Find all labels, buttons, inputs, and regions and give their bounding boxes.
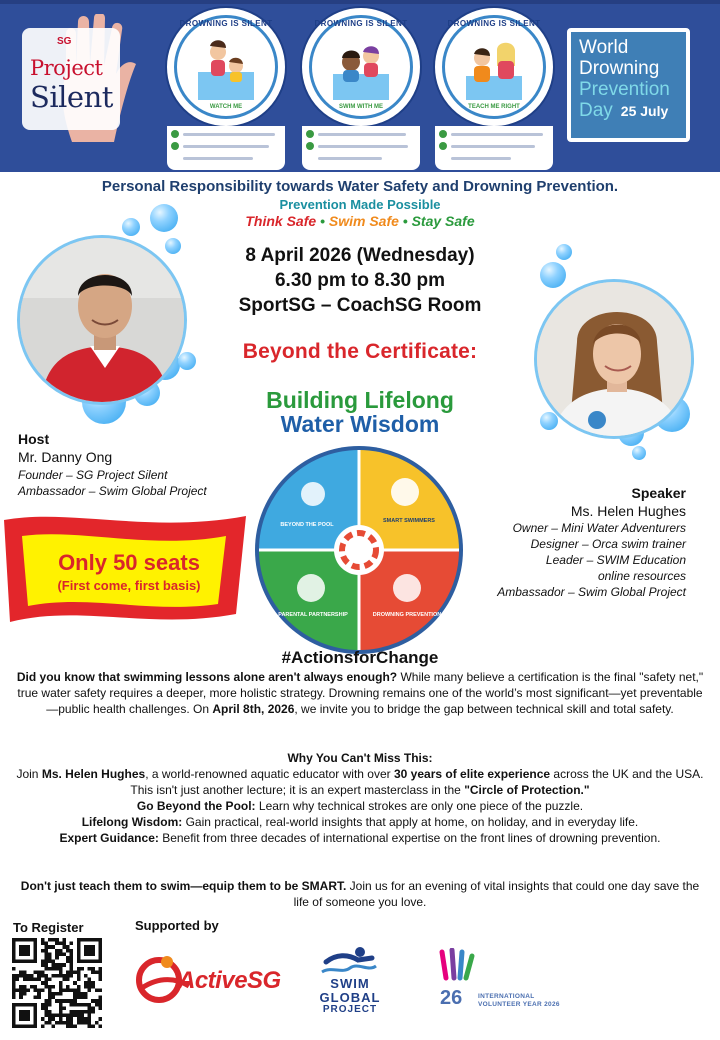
badge-watch-me (165, 6, 287, 170)
details-text: across the UK and the USA. This isn't just another lecture; it is an expert masterclass in the (130, 767, 704, 797)
tagline (0, 213, 720, 229)
swimmer-kid-icon (391, 478, 419, 506)
tagline-separator: • (398, 213, 412, 229)
badge-title: DROWNING IS SILENT (314, 19, 408, 28)
point-text: Learn why technical strokes are only one piece of the puzzle. (255, 799, 584, 813)
event-venue: SportSG – CoachSG Room (238, 295, 482, 316)
intro-paragraph (14, 669, 706, 717)
bubble-decoration (178, 352, 196, 370)
point-text: Gain practical, real-world insights that apply at home, on holiday, and in everyday life. (182, 815, 639, 829)
tagline-swim-safe: Swim Safe (328, 213, 399, 229)
activesg-logo-text: ActiveSG (178, 967, 281, 994)
host-label: Host (18, 431, 50, 447)
host-role: Ambassador – Swim Global Project (18, 484, 207, 498)
check-icon (439, 142, 447, 150)
host-photo (17, 235, 187, 405)
swim-global-project-logo-icon (318, 944, 380, 976)
speaker-photo (534, 279, 694, 439)
details-paragraph (14, 766, 706, 846)
closing-text: Join us for an evening of vital insights that could one day save the life of someone you love. (293, 879, 700, 909)
wdpd-date: 25 July (620, 103, 669, 119)
details-text: , a world-renowned aquatic educator with over (145, 767, 394, 781)
check-icon (439, 130, 447, 138)
intro-text: While many believe a certification is the final "safety net," true water safety requires a deeper, more holistic strategy. Drowning remains one of the world’s most significant—yet preventable—public health challenges. On (17, 670, 704, 716)
event-time: 6.30 pm to 8.30 pm (274, 270, 445, 291)
host-portrait-icon (20, 238, 187, 405)
supported-by-label: Supported by (135, 918, 219, 933)
point-label: Go Beyond the Pool: (136, 799, 256, 813)
intro-question: Did you know that swimming lessons alone aren't always enough? (16, 670, 398, 684)
badge-sub: TEACH ME RIGHT (468, 104, 520, 110)
talk-subtitle-1: Building Lifelong (266, 387, 454, 413)
world-drowning-prevention-day-logo (567, 28, 690, 142)
wheel-label-smart-swimmers: SMART SWIMMERS (383, 518, 435, 524)
badge-swim-with-me (300, 6, 422, 170)
tagline-separator: • (316, 213, 329, 229)
page-title: Personal Responsibility towards Water Safety and Drowning Prevention. (101, 178, 619, 195)
check-icon (171, 142, 179, 150)
tagline-stay-safe: Stay Safe (411, 213, 475, 229)
wheel-label-beyond-the-pool: BEYOND THE POOL (280, 522, 334, 528)
badge-sub: SWIM WITH ME (339, 104, 383, 110)
speaker-name: Ms. Helen Hughes (570, 503, 686, 519)
intro-date: April 8th, 2026 (212, 702, 295, 716)
bubble-decoration (122, 218, 140, 236)
speaker-label: Speaker (631, 485, 686, 501)
badge-notes (302, 126, 420, 170)
logo-sg-text: SG (57, 36, 72, 47)
intro-text-end: , we invite you to bridge the gap between technical skill and total safety. (294, 702, 674, 716)
wdpd-line-2: Drowning (579, 58, 660, 79)
logo-project-text: Project (30, 56, 103, 80)
wdpd-line-4: Day (579, 100, 613, 121)
closing-paragraph (14, 878, 706, 910)
swim-global-project-text: GLOBAL (319, 990, 381, 1005)
tagline-think-safe: Think Safe (245, 213, 317, 229)
children-swimming-icon (333, 36, 389, 100)
svg-text:26: 26 (440, 987, 463, 1009)
talk-subtitle-2: Water Wisdom (280, 411, 440, 437)
swim-global-project-text: SWIM (330, 976, 370, 991)
point-text: Benefit from three decades of international expertise on the front lines of drowning prevention. (158, 831, 661, 845)
why-heading: Why You Can't Miss This: (287, 751, 433, 765)
hashtag: #ActionsforChange (281, 648, 439, 667)
badge-notes (435, 126, 553, 170)
seats-basis-text: (First come, first basis) (57, 578, 201, 593)
point-label: Lifelong Wisdom: (81, 815, 183, 829)
speaker-name-inline: Ms. Helen Hughes (41, 767, 146, 781)
seats-count-text: Only 50 seats (58, 550, 200, 575)
details-text: Join (16, 767, 42, 781)
pool-icon (301, 482, 325, 506)
bubble-decoration (150, 204, 178, 232)
ivy-text: INTERNATIONAL (478, 993, 535, 1000)
point-label: Expert Guidance: (59, 831, 159, 845)
badge-teach-me-right (433, 6, 555, 170)
check-icon (306, 142, 314, 150)
circle-of-protection-diagram (253, 444, 465, 656)
speaker-role: Leader – SWIM Education (545, 553, 686, 567)
speaker-role: online resources (597, 569, 686, 583)
wdpd-line-3: Prevention (579, 79, 670, 100)
register-qr-code[interactable] (12, 938, 102, 1028)
badge-title: DROWNING IS SILENT (447, 19, 541, 28)
water-drop-icon (393, 574, 421, 602)
talk-title: Beyond the Certificate: (242, 340, 478, 363)
check-icon (306, 130, 314, 138)
logo-silent-text: Silent (30, 80, 113, 114)
bubble-decoration (540, 412, 558, 430)
bubble-decoration (540, 262, 566, 288)
bubble-decoration (556, 244, 572, 260)
family-icon (297, 574, 325, 602)
page-subtitle: Prevention Made Possible (279, 197, 441, 212)
wheel-label-drowning-prevention: DROWNING PREVENTION (372, 612, 442, 618)
badge-notes (167, 126, 285, 170)
swim-global-project-text: PROJECT (322, 1004, 378, 1015)
host-name: Mr. Danny Ong (18, 449, 113, 465)
international-volunteer-year-logo-icon (436, 948, 482, 1012)
instructor-child-icon (466, 36, 522, 100)
speaker-portrait-icon (537, 282, 694, 439)
speaker-role: Owner – Mini Water Adventurers (512, 521, 686, 535)
wdpd-line-1: World (579, 37, 629, 58)
wheel-label-parental-partnership: PARENTAL PARTNERSHIP (278, 612, 348, 618)
check-icon (171, 130, 179, 138)
speaker-role: Designer – Orca swim trainer (530, 537, 686, 551)
bubble-decoration (165, 238, 181, 254)
circle-of-protection-highlight: "Circle of Protection." (464, 783, 590, 797)
experience-highlight: 30 years of elite experience (394, 767, 551, 781)
badge-title: DROWNING IS SILENT (179, 19, 273, 28)
host-role: Founder – SG Project Silent (18, 468, 168, 482)
banner-frame (0, 0, 720, 4)
event-date: 8 April 2026 (Wednesday) (245, 245, 475, 266)
register-label: To Register (13, 920, 84, 935)
speaker-role: Ambassador – Swim Global Project (497, 585, 686, 599)
badge-sub: WATCH ME (209, 104, 243, 110)
header-banner (0, 0, 720, 172)
parent-child-swim-icon (198, 36, 254, 100)
bubble-decoration (632, 446, 646, 460)
ivy-text: VOLUNTEER YEAR 2026 (478, 1001, 560, 1008)
closing-bold: Don't just teach them to swim—equip them to be SMART. (20, 879, 347, 893)
